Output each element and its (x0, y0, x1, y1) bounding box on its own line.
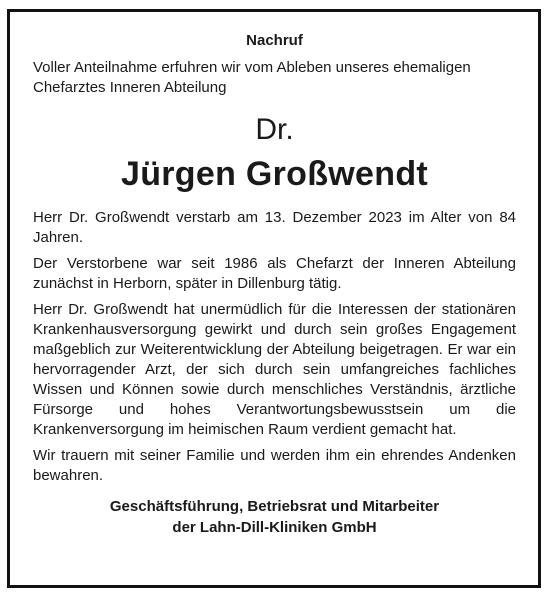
deceased-name: Jürgen Großwendt (120, 155, 429, 193)
signature-block (33, 496, 516, 538)
paragraph-death-date: Herr Dr. Großwendt verstarb am 13. Dezember 2023 im Alter von 84 Jahren. (33, 209, 516, 246)
paragraph-career: Der Verstorbene war seit 1986 als Chefarzt der Inneren Abteilung zunächst in Herborn, später in Dillenburg tätig. (33, 255, 516, 292)
honorific-title: Dr. (255, 113, 294, 146)
paragraph-mourning: Wir trauern mit seiner Familie und werden ihm ein ehrendes Andenken bewahren. (33, 447, 516, 484)
signature-line-2: der Lahn-Dill-Kliniken GmbH (172, 519, 377, 536)
intro-text: Voller Anteilnahme erfuhren wir vom Ableben unseres ehemaligen Chefarztes Inneren Abteilung (33, 59, 471, 96)
paragraph-tribute: Herr Dr. Großwendt hat unermüdlich für die Interessen der stationären Krankenhausversorgung gewirkt und durch sein großes Engagement maßgeblich zur Weiterentwicklung der Abteilung beigetragen. Er war ein hervorragender Arzt, der sich durch sein umfangreiches fachliches Wissen und Können sowie durch menschliches Verständnis, ärztliche Fürsorge und hohes Verantwortungsbewusstsein um die Krankenversorgung im heimischen Raum verdient gemacht hat. (33, 301, 516, 438)
signature-line-1: Geschäftsführung, Betriebsrat und Mitarbeiter (109, 498, 440, 515)
notice-heading: Nachruf (246, 32, 303, 49)
obituary-notice (7, 9, 541, 588)
notice-content (33, 32, 516, 538)
